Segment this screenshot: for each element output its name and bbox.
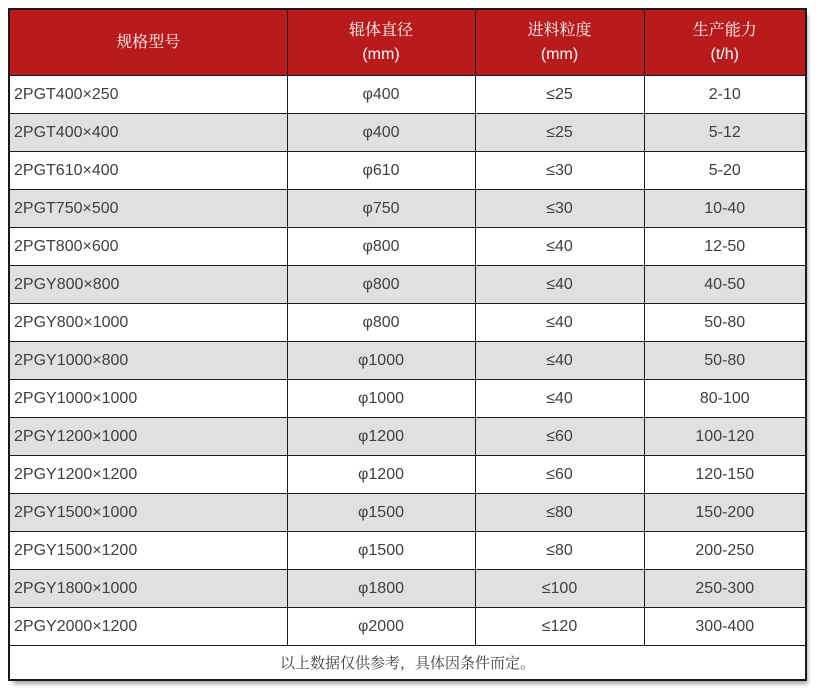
table-row: [9, 342, 806, 380]
table-cell: 2PGY2000×1200: [9, 608, 287, 646]
table-cell: ≤80: [475, 494, 644, 532]
table-row: [9, 76, 806, 114]
header-cell-capacity: [644, 9, 806, 76]
header-cell-feed-size: [475, 9, 644, 76]
table-row: [9, 456, 806, 494]
table-row: [9, 380, 806, 418]
table-cell: 2PGY1800×1000: [9, 570, 287, 608]
table-cell: 100-120: [644, 418, 806, 456]
table-cell: 2PGY1000×1000: [9, 380, 287, 418]
header-label: 生产能力: [692, 21, 757, 39]
table-row: [9, 228, 806, 266]
table-cell: 2PGT610×400: [9, 152, 287, 190]
header-label: 辊体直径: [348, 21, 413, 39]
table-cell: 200-250: [644, 532, 806, 570]
table-cell: φ1200: [287, 418, 475, 456]
header-unit: (mm): [362, 45, 400, 63]
table-cell: 2PGY1500×1200: [9, 532, 287, 570]
table-cell: φ800: [287, 228, 475, 266]
table-row: [9, 418, 806, 456]
table-cell: 300-400: [644, 608, 806, 646]
table-cell: 250-300: [644, 570, 806, 608]
table-cell: ≤40: [475, 304, 644, 342]
table-cell: ≤100: [475, 570, 644, 608]
table-cell: ≤40: [475, 228, 644, 266]
table-cell: 2PGY1200×1200: [9, 456, 287, 494]
table-cell: φ1000: [287, 342, 475, 380]
table-row: [9, 608, 806, 646]
table-cell: ≤40: [475, 380, 644, 418]
table-cell: 2PGY1000×800: [9, 342, 287, 380]
table-cell: 2-10: [644, 76, 806, 114]
table-cell: φ1500: [287, 532, 475, 570]
table-cell: ≤30: [475, 190, 644, 228]
table-row: [9, 114, 806, 152]
table-cell: ≤30: [475, 152, 644, 190]
table-cell: ≤60: [475, 418, 644, 456]
table-row: [9, 266, 806, 304]
table-cell: φ1200: [287, 456, 475, 494]
table-cell: 2PGT800×600: [9, 228, 287, 266]
table-cell: 2PGT750×500: [9, 190, 287, 228]
table-cell: 80-100: [644, 380, 806, 418]
table-footer: [9, 646, 806, 681]
table-cell: ≤25: [475, 114, 644, 152]
table-cell: 2PGY1500×1000: [9, 494, 287, 532]
table-cell: 2PGY800×1000: [9, 304, 287, 342]
table-cell: φ1000: [287, 380, 475, 418]
table-cell: φ1500: [287, 494, 475, 532]
table-cell: φ1800: [287, 570, 475, 608]
header-unit: (mm): [540, 45, 579, 63]
table-cell: 2PGY1200×1000: [9, 418, 287, 456]
table-row: [9, 532, 806, 570]
header-cell-roller-diameter: [287, 9, 475, 76]
table-cell: φ400: [287, 76, 475, 114]
header-row: [9, 9, 806, 76]
table-cell: 150-200: [644, 494, 806, 532]
table-cell: 2PGY800×800: [9, 266, 287, 304]
table-cell: φ2000: [287, 608, 475, 646]
table-cell: 40-50: [644, 266, 806, 304]
header-label: 规格型号: [116, 33, 181, 51]
table-header: [9, 9, 806, 76]
table-cell: φ610: [287, 152, 475, 190]
header-label: 进料粒度: [527, 21, 592, 39]
header-cell-model: [9, 9, 287, 76]
table-row: [9, 304, 806, 342]
table-cell: 5-12: [644, 114, 806, 152]
table-cell: φ800: [287, 266, 475, 304]
table-cell: 10-40: [644, 190, 806, 228]
table-cell: 50-80: [644, 304, 806, 342]
footnote-text: 以上数据仅供参考，具体因条件而定。: [9, 646, 806, 681]
table-cell: 5-20: [644, 152, 806, 190]
table-cell: ≤60: [475, 456, 644, 494]
spec-table: [8, 8, 807, 681]
table-cell: ≤25: [475, 76, 644, 114]
table-cell: 12-50: [644, 228, 806, 266]
header-unit: (t/h): [710, 45, 739, 63]
table-cell: 2PGT400×250: [9, 76, 287, 114]
footnote-row: [9, 646, 806, 681]
table-row: [9, 570, 806, 608]
table-cell: φ750: [287, 190, 475, 228]
table-row: [9, 152, 806, 190]
table-cell: ≤40: [475, 266, 644, 304]
table-cell: 120-150: [644, 456, 806, 494]
table-row: [9, 494, 806, 532]
table-cell: φ400: [287, 114, 475, 152]
table-cell: ≤40: [475, 342, 644, 380]
table-cell: 50-80: [644, 342, 806, 380]
table-row: [9, 190, 806, 228]
table-cell: 2PGT400×400: [9, 114, 287, 152]
table-cell: ≤120: [475, 608, 644, 646]
table-cell: φ800: [287, 304, 475, 342]
table-body: [9, 76, 806, 646]
table-cell: ≤80: [475, 532, 644, 570]
